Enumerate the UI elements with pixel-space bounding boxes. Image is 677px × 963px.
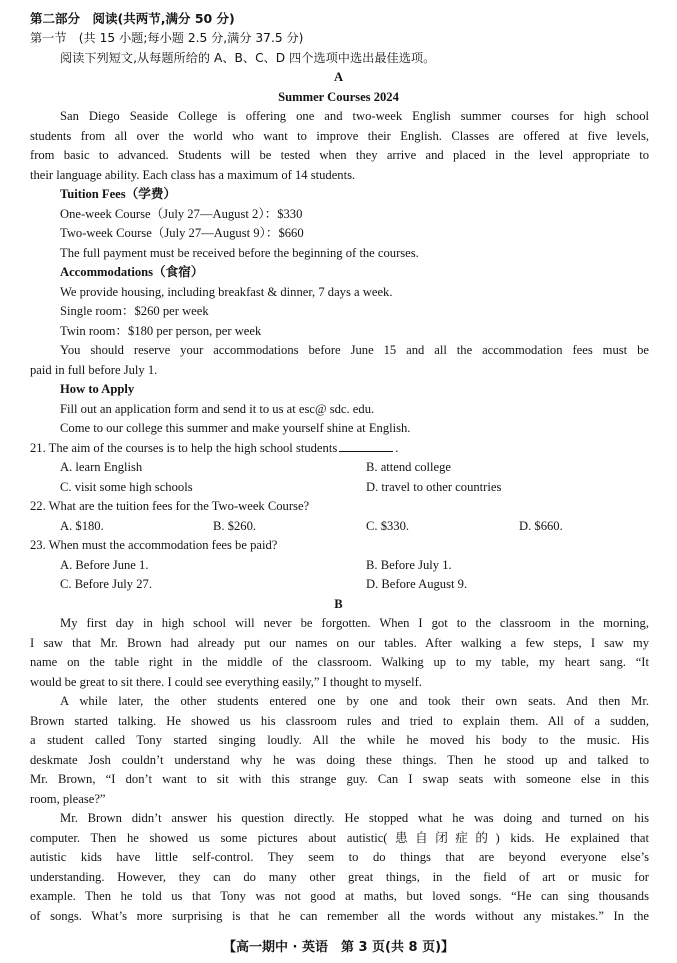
page-footer: 【高一期中 · 英语 第 3 页(共 8 页)】 xyxy=(222,940,455,955)
question-stem-end: . xyxy=(395,441,399,455)
paragraph-line: understanding. However, they can do many other great things, in the field of art or music for xyxy=(30,870,649,884)
paragraph-line: I saw that Mr. Brown had already put our names on our tables. After walking a few steps, I saw my xyxy=(30,636,649,650)
accommodations-heading: Accommodations（食宿） xyxy=(60,265,204,279)
question-stem: 21. The aim of the courses is to help the high school students xyxy=(30,441,338,455)
apply-heading: How to Apply xyxy=(60,382,135,396)
intro-line: students from all over the world who want to improve their English. Classes are offered at five levels, xyxy=(30,129,649,143)
paragraph-line: would be great to sit there. I could see everything easily,” I thought to myself. xyxy=(30,675,422,689)
paragraph-line: Mr. Brown didn’t answer his question directly. He stopped what he was doing and turned on his xyxy=(60,811,649,825)
accommodation-note: paid in full before July 1. xyxy=(30,363,158,377)
part-title: 第二部分 阅读(共两节,满分 50 分) xyxy=(30,11,235,26)
option-c[interactable]: C. $330. xyxy=(366,519,410,533)
question-23: 23. When must the accommodation fees be paid? xyxy=(30,538,278,552)
answer-blank xyxy=(339,440,393,452)
accommodation-line: Single room：$260 per week xyxy=(60,304,209,318)
passage-a-letter: A xyxy=(333,70,344,84)
option-a[interactable]: A. Before June 1. xyxy=(60,558,149,572)
tuition-heading: Tuition Fees（学费） xyxy=(60,187,177,201)
intro-line: San Diego Seaside College is offering one and two-week English summer courses for high school xyxy=(60,109,649,123)
paragraph-line: name on the table right in the middle of the classroom. Walking up to my table, my heart sang. “It xyxy=(30,655,649,669)
option-d[interactable]: D. travel to other countries xyxy=(366,480,502,494)
apply-line: Fill out an application form and send it to us at esc@ sdc. edu. xyxy=(60,402,375,416)
passage-b-letter: B xyxy=(334,597,343,611)
option-b[interactable]: B. Before July 1. xyxy=(366,558,452,572)
paragraph-line: of songs. What’s more surprising is that he can remember all the words without any mistakes.” In the xyxy=(30,909,649,923)
passage-a-title: Summer Courses 2024 xyxy=(278,90,399,104)
intro-line: from basic to advanced. Students will be tested when they arrive and placed in the level appropriate to xyxy=(30,148,649,162)
apply-line: Come to our college this summer and make yourself shine at English. xyxy=(60,421,411,435)
option-d[interactable]: D. Before August 9. xyxy=(366,577,468,591)
option-c[interactable]: C. Before July 27. xyxy=(60,577,152,591)
option-a[interactable]: A. $180. xyxy=(60,519,104,533)
paragraph-line: a student called Tony started singing loudly. All the while he moved his body to the music. His xyxy=(30,733,649,747)
paragraph-line: My first day in high school will never be forgotten. When I got to the classroom in the morning, xyxy=(60,616,649,630)
paragraph-line: computer. Then he showed us some pictures about autistic(患自闭症的) kids. He explained that xyxy=(30,831,649,845)
section-title: 第一节 (共 15 小题;每小题 2.5 分,满分 37.5 分) xyxy=(30,31,304,45)
question-21 xyxy=(30,440,398,457)
intro-line: their language ability. Each class has a maximum of 14 students. xyxy=(30,168,356,182)
tuition-line: One-week Course（July 27—August 2）：$330 xyxy=(60,207,303,221)
instruction: 阅读下列短文,从每题所给的 A、B、C、D 四个选项中选出最佳选项。 xyxy=(60,51,436,65)
tuition-line: The full payment must be received before the beginning of the courses. xyxy=(60,246,419,260)
paragraph-line: example. Then he told us that Tony was not good at maths, but loved songs. “He can sing thousands xyxy=(30,889,649,903)
question-22: 22. What are the tuition fees for the Two-week Course? xyxy=(30,499,310,513)
option-b[interactable]: B. attend college xyxy=(366,460,451,474)
option-a[interactable]: A. learn English xyxy=(60,460,143,474)
option-c[interactable]: C. visit some high schools xyxy=(60,480,193,494)
tuition-line: Two-week Course（July 27—August 9）：$660 xyxy=(60,226,304,240)
paragraph-line: Brown started talking. He showed us his classroom rules and tried to explain them. All of a sudden, xyxy=(30,714,649,728)
accommodation-line: We provide housing, including breakfast & dinner, 7 days a week. xyxy=(60,285,393,299)
accommodation-note: You should reserve your accommodations before June 15 and all the accommodation fees must be xyxy=(60,343,649,357)
option-d[interactable]: D. $660. xyxy=(519,519,563,533)
paragraph-line: room, please?” xyxy=(30,792,106,806)
paragraph-line: autistic kids have little self-control. They seem to do things that are beyond everyone else’s xyxy=(30,850,649,864)
paragraph-line: deskmate Josh couldn’t understand why he was doing these things. Then he stood up and talked to xyxy=(30,753,649,767)
paragraph-line: A while later, the other students entered one by one and took their own seats. And then Mr. xyxy=(60,694,649,708)
paragraph-line: Mr. Brown, “I don’t want to sit with this strange guy. Can I swap seats with someone else in this xyxy=(30,772,649,786)
option-b[interactable]: B. $260. xyxy=(213,519,257,533)
accommodation-line: Twin room：$180 per person, per week xyxy=(60,324,262,338)
